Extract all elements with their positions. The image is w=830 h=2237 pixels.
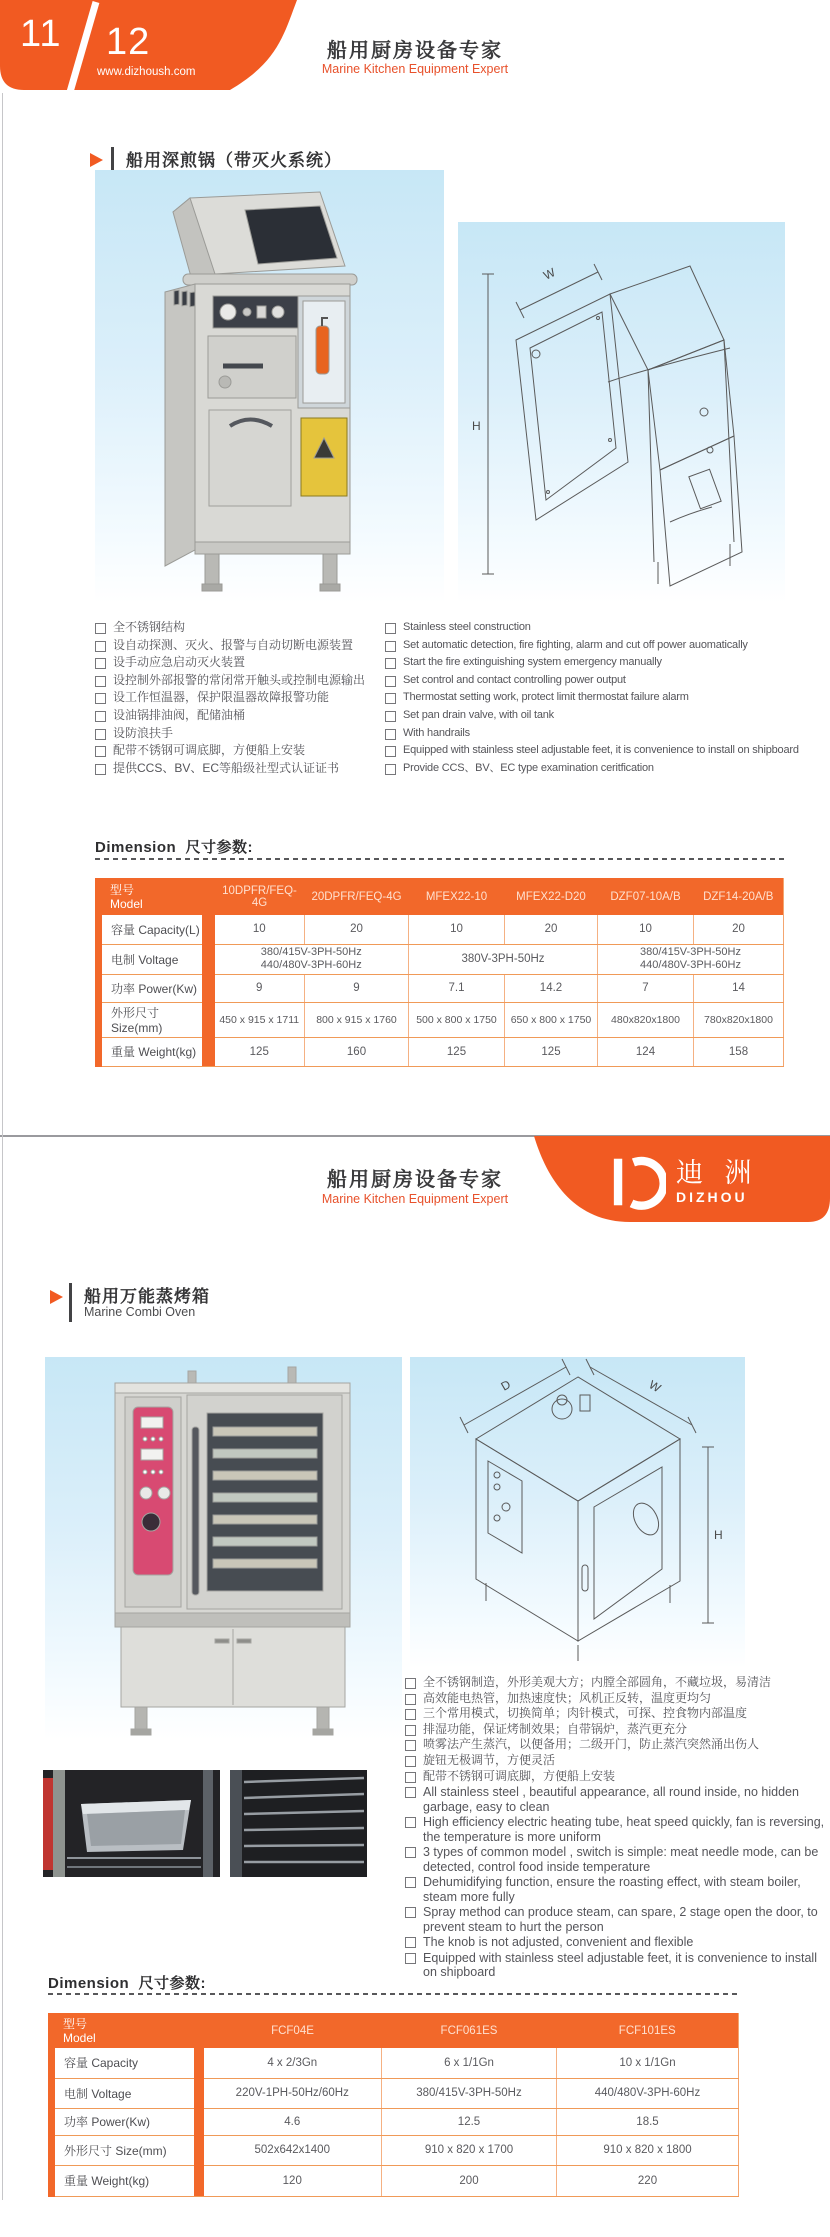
feature-item: 三个常用模式，切换简单；肉针模式，可探、控食物内部温度 <box>405 1707 829 1720</box>
checkbox-icon <box>405 1756 416 1767</box>
fire-extinguisher <box>316 326 329 374</box>
table-row: 外形尺寸 Size(mm) 502x642x1400 910 x 820 x 1700 910 x 820 x 1800 <box>52 2135 739 2165</box>
product-title-cn: 船用万能蒸烤箱 <box>84 1287 210 1306</box>
feature-item: 喷雾法产生蒸汽，以便备用；二级开门，防止蒸汽突然涌出伤人 <box>405 1738 829 1751</box>
model-name: MFEX22-10 <box>409 878 505 915</box>
model-name: 20DPFR/FEQ-4G <box>305 878 409 915</box>
checkbox-icon <box>95 711 106 722</box>
feature-item: High efficiency electric heating tube, heat speed quickly, fan is reversing, the temperature is more uniform <box>405 1815 829 1844</box>
deep-fryer-photo-box <box>95 170 444 603</box>
dimension-heading: Dimension 尺寸参数: <box>95 839 254 856</box>
slogan-chinese: 船用厨房设备专家 <box>327 40 503 62</box>
oven-interior-pan-photo <box>43 1770 220 1877</box>
checkbox-icon <box>385 746 396 757</box>
feature-item: All stainless steel , beautiful appearance, all round inside, no hidden garbage, easy to clean <box>405 1785 829 1814</box>
checkbox-icon <box>95 746 106 757</box>
checkbox-icon <box>95 641 106 652</box>
checkbox-icon <box>405 1877 416 1888</box>
dimension-label-w: W <box>646 1377 664 1396</box>
table-row: 容量 Capacity(L) 10 20 10 20 10 20 <box>99 915 784 944</box>
feature-item: Provide CCS、BV、EC type examination ceritfication <box>385 762 830 775</box>
feature-list <box>405 1676 829 1981</box>
checkbox-icon <box>385 693 396 704</box>
triangle-bullet-icon <box>90 153 103 167</box>
checkbox-icon <box>95 729 106 740</box>
logo-text-cn: 迪 洲 <box>676 1158 759 1189</box>
table-row: 外形尺寸 Size(mm) 450 x 915 x 1711 800 x 915 x 1760 500 x 800 x 1750 650 x 800 x 1750 480x820x1800 780x820x1800 <box>99 1002 784 1037</box>
table-row: 电制 Voltage 220V-1PH-50Hz/60Hz 380/415V-3PH-50Hz 440/480V-3PH-60Hz <box>52 2078 739 2108</box>
slogan-chinese: 船用厨房设备专家 <box>327 1169 503 1191</box>
feature-item: 3 types of common model , switch is simple: meat needle mode, can be detected, control food inside temperature <box>405 1845 829 1874</box>
feature-item: With handrails <box>385 727 830 740</box>
feature-item: Start the fire extinguishing system emergency manually <box>385 656 830 669</box>
checkbox-icon <box>405 1953 416 1964</box>
checkbox-icon <box>405 1772 416 1783</box>
oven-interior-racks-photo <box>230 1770 367 1877</box>
feature-item: The knob is not adjusted, convenient and flexible <box>405 1935 829 1950</box>
checkbox-icon <box>95 676 106 687</box>
feature-item: Set automatic detection, fire fighting, alarm and cut off power auomatically <box>385 639 830 652</box>
feature-list-en <box>385 621 830 779</box>
heading-rule <box>69 1283 72 1322</box>
dashed-rule <box>95 858 787 860</box>
feature-item: Equipped with stainless steel adjustable feet, it is convenience to install on shipboard <box>385 744 830 757</box>
feature-item: Set pan drain valve, with oil tank <box>385 709 830 722</box>
model-name: FCF04E <box>204 2013 382 2048</box>
table-divider-bar <box>202 878 215 1066</box>
checkbox-icon <box>385 764 396 775</box>
deep-fryer-photo <box>95 170 444 603</box>
feature-item: 配带不锈钢可调底脚，方便船上安装 <box>95 744 385 757</box>
dimension-table-combi-oven <box>48 2013 739 2197</box>
feature-item: 设控制外部报警的常闭常开触头或控制电源输出 <box>95 674 385 687</box>
feature-item: 高效能电热管，加热速度快；风机正反转，温度更均匀 <box>405 1692 829 1705</box>
feature-item: 设自动探测、灭火、报警与自动切断电源装置 <box>95 639 385 652</box>
oil-drawer <box>209 410 291 506</box>
dimension-label-h: H <box>714 1528 723 1542</box>
checkbox-icon <box>405 1725 416 1736</box>
checkbox-icon <box>405 1709 416 1720</box>
checkbox-icon <box>405 1678 416 1689</box>
feature-list-cn <box>95 621 385 779</box>
triangle-bullet-icon <box>50 1290 63 1304</box>
hood-window <box>245 206 337 264</box>
feature-item: 全不锈钢结构 <box>95 621 385 634</box>
model-name: DZF07-10A/B <box>598 878 694 915</box>
checkbox-icon <box>95 693 106 704</box>
model-name: FCF101ES <box>557 2013 739 2048</box>
model-header: 型号 Model <box>52 2013 194 2048</box>
table-row: 功率 Power(Kw) 4.6 12.5 18.5 <box>52 2108 739 2135</box>
checkbox-icon <box>95 658 106 669</box>
feature-item: 设防浪扶手 <box>95 727 385 740</box>
website-url: www.dizhoush.com <box>97 66 196 78</box>
feature-item: 旋钮无极调节，方便灵活 <box>405 1754 829 1767</box>
checkbox-icon <box>385 623 396 634</box>
checkbox-icon <box>385 641 396 652</box>
deep-fryer-drawing-box <box>458 222 785 603</box>
table-row: 功率 Power(Kw) 9 9 7.1 14.2 7 14 <box>99 974 784 1002</box>
dimension-label-w: W <box>541 265 558 283</box>
model-name: MFEX22-D20 <box>505 878 598 915</box>
checkbox-icon <box>405 1937 416 1948</box>
slogan-english: Marine Kitchen Equipment Expert <box>321 62 509 76</box>
table-row: 容量 Capacity 4 x 2/3Gn 6 x 1/1Gn 10 x 1/1Gn <box>52 2048 739 2078</box>
checkbox-icon <box>405 1740 416 1751</box>
model-name: DZF14-20A/B <box>694 878 784 915</box>
feature-item: 全不锈钢制造，外形美观大方；内膛全部圆角，不藏垃圾，易清洁 <box>405 1676 829 1689</box>
feature-item: Spray method can produce steam, can spare, 2 stage open the door, to prevent steam to hurt the person <box>405 1905 829 1934</box>
feature-item: Thermostat setting work, protect limit thermostat failure alarm <box>385 691 830 704</box>
dimension-label-d: D <box>498 1377 514 1394</box>
checkbox-icon <box>385 676 396 687</box>
dimension-heading: Dimension 尺寸参数: <box>48 1975 207 1992</box>
oven-door-handle <box>192 1427 199 1595</box>
model-name: 10DPFR/FEQ-4G <box>215 878 305 915</box>
checkbox-icon <box>405 1694 416 1705</box>
logo-text-en: DIZHOU <box>676 1188 748 1205</box>
page-number-right: 12 <box>106 21 151 63</box>
feature-item: 设手动应急启动灭火装置 <box>95 656 385 669</box>
feature-item: Set control and contact controlling power output <box>385 674 830 687</box>
checkbox-icon <box>405 1907 416 1918</box>
dimension-label-h: H <box>472 419 481 433</box>
feature-item: 设工作恒温器，保护限温器故障报警功能 <box>95 691 385 704</box>
model-name: FCF061ES <box>382 2013 557 2048</box>
feature-item: 排湿功能，保证烤制效果；自带锅炉，蒸汽更充分 <box>405 1723 829 1736</box>
feature-item: Stainless steel construction <box>385 621 830 634</box>
slogan-english: Marine Kitchen Equipment Expert <box>321 1192 509 1206</box>
checkbox-icon <box>405 1817 416 1828</box>
table-divider-bar <box>194 2013 204 2196</box>
feature-item: 配带不锈钢可调底脚，方便船上安装 <box>405 1770 829 1783</box>
checkbox-icon <box>405 1847 416 1858</box>
combi-oven-line-drawing <box>410 1357 745 1668</box>
feature-item: Equipped with stainless steel adjustable feet, it is convenience to install on shipboard <box>405 1951 829 1980</box>
table-row: 电制 Voltage 380/415V-3PH-50Hz 440/480V-3PH-60Hz 380V-3PH-50Hz 380/415V-3PH-50Hz 440/480V-3PH-60Hz <box>99 944 784 974</box>
oven-knob <box>142 1513 160 1531</box>
feature-item: Dehumidifying function, ensure the roasting effect, with steam boiler, steam more fully <box>405 1875 829 1904</box>
combi-oven-photo-box <box>45 1357 402 1740</box>
feature-item: 提供CCS、BV、EC等船级社型式认证证书 <box>95 762 385 775</box>
checkbox-icon <box>405 1787 416 1798</box>
checkbox-icon <box>385 729 396 740</box>
table-row: 重量 Weight(kg) 125 160 125 125 124 158 <box>99 1037 784 1066</box>
combi-oven-photo <box>45 1357 402 1740</box>
vent-slots <box>174 290 195 306</box>
table-row: 重量 Weight(kg) 120 200 220 <box>52 2165 739 2196</box>
combi-oven-drawing-box <box>410 1357 745 1668</box>
checkbox-icon <box>385 711 396 722</box>
deep-fryer-line-drawing <box>458 222 785 603</box>
feature-item: 设油锅排油阀，配储油桶 <box>95 709 385 722</box>
checkbox-icon <box>385 658 396 669</box>
page-number-left: 11 <box>20 13 62 55</box>
product-title-en: Marine Combi Oven <box>84 1305 196 1319</box>
page-edge-line <box>2 93 3 2200</box>
dimension-table-deep-fryer <box>95 878 784 1067</box>
model-header: 型号 Model <box>99 878 202 915</box>
dashed-rule <box>48 1993 740 1995</box>
checkbox-icon <box>95 764 106 775</box>
checkbox-icon <box>95 623 106 634</box>
product-title-cn: 船用深煎锅（带灭火系统） <box>126 151 342 170</box>
